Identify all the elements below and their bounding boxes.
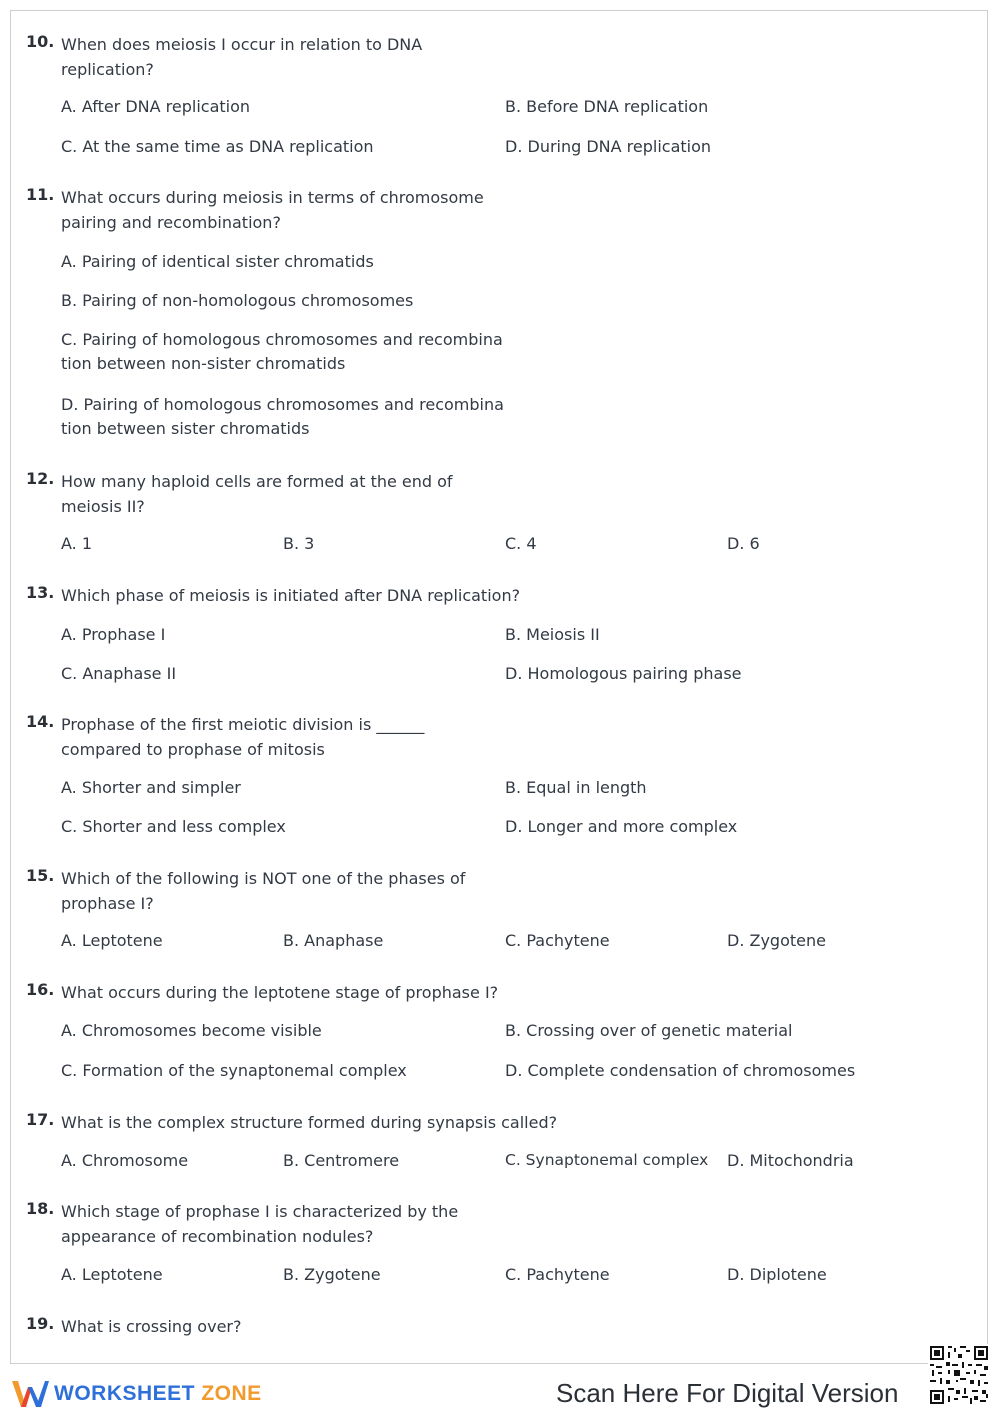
option-b[interactable]: B. Pairing of non-homologous chromosomes (61, 291, 414, 310)
question-number: 12. (26, 469, 55, 488)
question-text: What is crossing over? (61, 1317, 242, 1336)
option-d[interactable]: D. Complete condensation of chromosomes (505, 1061, 856, 1080)
option-d[interactable]: D. During DNA replication (505, 137, 712, 156)
logo-text (54, 1382, 262, 1406)
option-c[interactable]: C. Anaphase II (61, 664, 177, 683)
option-c[interactable]: C. Formation of the synaptonemal complex (61, 1061, 407, 1080)
option-c[interactable]: C. Shorter and less complex (61, 817, 286, 836)
option-b[interactable]: B. Before DNA replication (505, 97, 709, 116)
question-number: 10. (26, 32, 55, 51)
question-number: 19. (26, 1314, 55, 1333)
option-d[interactable]: D. Mitochondria (727, 1151, 854, 1170)
worksheet-zone-logo[interactable] (10, 1376, 262, 1412)
option-b[interactable]: B. Meiosis II (505, 625, 600, 644)
question-text: Prophase of the first meiotic division is ______ compared to prophase of mitosis (61, 715, 425, 759)
option-a[interactable]: A. Prophase I (61, 625, 166, 644)
question-number: 16. (26, 980, 55, 999)
question-text: What occurs during the leptotene stage of prophase I? (61, 983, 499, 1002)
option-d[interactable]: D. Zygotene (727, 931, 826, 950)
option-d[interactable]: D. 6 (727, 534, 760, 553)
question-number: 14. (26, 712, 55, 731)
question-text: Which of the following is NOT one of the phases of prophase I? (61, 869, 466, 913)
question-text: What is the complex structure formed during synapsis called? (61, 1113, 558, 1132)
option-c[interactable]: C. At the same time as DNA replication (61, 137, 374, 156)
scan-instruction: Scan Here For Digital Version (556, 1378, 899, 1408)
option-b[interactable]: B. 3 (283, 534, 315, 553)
option-b[interactable]: B. Anaphase (283, 931, 384, 950)
option-b[interactable]: B. Crossing over of genetic material (505, 1021, 793, 1040)
question-text: Which stage of prophase I is characterized by the appearance of recombination nodules? (61, 1202, 459, 1246)
option-a[interactable]: A. Chromosome (61, 1151, 189, 1170)
option-a[interactable]: A. After DNA replication (61, 97, 251, 116)
option-b[interactable]: B. Zygotene (283, 1265, 381, 1284)
option-a[interactable]: A. Shorter and simpler (61, 778, 241, 797)
question-number: 11. (26, 185, 55, 204)
logo-text-zone: ZONE (201, 1382, 262, 1405)
option-a[interactable]: A. Pairing of identical sister chromatids (61, 252, 374, 271)
question-number: 17. (26, 1110, 55, 1129)
option-a[interactable]: A. Chromosomes become visible (61, 1021, 322, 1040)
question-number: 18. (26, 1199, 55, 1218)
question-number: 15. (26, 866, 55, 885)
option-c[interactable]: C. Pairing of homologous chromosomes and recombina tion between non-sister chromatids (61, 330, 503, 373)
logo-w-icon (10, 1377, 50, 1411)
option-b[interactable]: B. Equal in length (505, 778, 647, 797)
option-c[interactable]: C. Synaptonemal complex (505, 1151, 709, 1169)
question-text: When does meiosis I occur in relation to DNA replication? (61, 35, 423, 79)
option-a[interactable]: A. 1 (61, 534, 93, 553)
option-c[interactable]: C. Pachytene (505, 1265, 610, 1284)
option-d[interactable]: D. Longer and more complex (505, 817, 738, 836)
option-a[interactable]: A. Leptotene (61, 931, 163, 950)
qr-code-icon[interactable] (928, 1344, 990, 1406)
question-number: 13. (26, 583, 55, 602)
option-b[interactable]: B. Centromere (283, 1151, 400, 1170)
option-d[interactable]: D. Diplotene (727, 1265, 827, 1284)
option-c[interactable]: C. Pachytene (505, 931, 610, 950)
option-d[interactable]: D. Pairing of homologous chromosomes and recombina tion between sister chromatids (61, 395, 504, 438)
logo-text-worksheet: WORKSHEET (54, 1382, 195, 1405)
question-text: How many haploid cells are formed at the end of meiosis II? (61, 472, 453, 516)
option-a[interactable]: A. Leptotene (61, 1265, 163, 1284)
question-text: What occurs during meiosis in terms of chromosome pairing and recombination? (61, 188, 484, 232)
question-text: Which phase of meiosis is initiated after DNA replication? (61, 586, 521, 605)
option-c[interactable]: C. 4 (505, 534, 537, 553)
option-d[interactable]: D. Homologous pairing phase (505, 664, 742, 683)
